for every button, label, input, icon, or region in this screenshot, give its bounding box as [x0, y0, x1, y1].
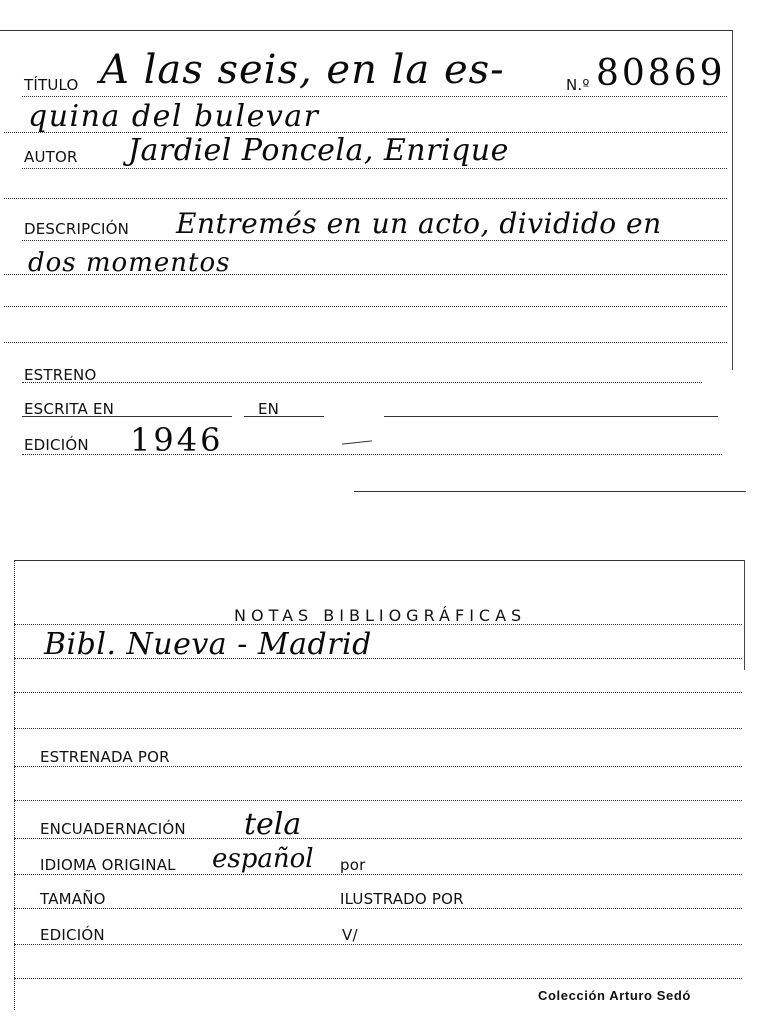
encuadernacion-value: tela: [244, 807, 302, 842]
notas-line-4: [14, 728, 742, 729]
edicion-value: 1946: [130, 421, 224, 459]
coleccion-footer: Colección Arturo Sedó: [538, 988, 691, 1003]
edicion-label: EDICIÓN: [24, 436, 89, 454]
titulo-value-line2: quina del bulevar: [28, 99, 320, 134]
catalog-card-bottom: [0, 540, 759, 1028]
en-line: [244, 416, 324, 417]
estreno-label: ESTRENO: [24, 366, 97, 384]
card-right-border: [732, 30, 733, 370]
por-label: por: [340, 856, 366, 874]
numero-label: N.º: [566, 76, 590, 94]
descripcion-label: DESCRIPCIÓN: [24, 220, 130, 238]
encuadernacion-line: [14, 838, 742, 839]
card2-left-border: [14, 560, 15, 1010]
autor-value: Jardiel Poncela, Enrique: [128, 133, 509, 168]
estrenada-por-line: [14, 766, 742, 767]
edicion2-mark: V/: [342, 926, 358, 944]
descripcion-line: [22, 240, 727, 241]
blank-line-1: [4, 198, 727, 199]
edicion2-label: EDICIÓN: [40, 926, 105, 944]
estreno-line: [22, 382, 702, 383]
pencil-mark: [342, 440, 372, 444]
descripcion-line-2: [4, 274, 727, 275]
edicion2-line: [14, 944, 742, 945]
ilustrado-por-label: ILUSTRADO POR: [340, 890, 464, 908]
escrita-en-label: ESCRITA EN: [24, 400, 115, 418]
en-line-right: [384, 416, 718, 417]
blank-line-4: [14, 800, 742, 801]
tamano-label: TAMAÑO: [40, 890, 106, 908]
card2-top-border: [14, 560, 744, 561]
card-bottom-edge: [354, 491, 746, 492]
encuadernacion-label: ENCUADERNACIÓN: [40, 820, 186, 838]
escrita-en-line: [22, 416, 232, 417]
numero-value: 80869: [596, 53, 726, 94]
tamano-line: [14, 908, 742, 909]
blank-line-2: [4, 306, 727, 307]
catalog-card-top: [0, 0, 759, 500]
idioma-line: [14, 874, 742, 875]
blank-line-3: [4, 342, 727, 343]
card2-right-border: [744, 560, 745, 670]
estrenada-por-label: ESTRENADA POR: [40, 748, 170, 766]
idioma-value: español: [212, 844, 314, 874]
idioma-label: IDIOMA ORIGINAL: [40, 856, 176, 874]
titulo-line: [22, 96, 727, 97]
autor-label: AUTOR: [24, 148, 78, 166]
edicion-line: [22, 454, 722, 455]
descripcion-value-line1: Entremés en un acto, dividido en: [176, 207, 662, 240]
autor-line: [22, 168, 727, 169]
en-label: EN: [258, 400, 280, 418]
notas-line-2: [14, 658, 742, 659]
card-top-border: [0, 30, 732, 31]
notas-value: Bibl. Nueva - Madrid: [44, 627, 372, 662]
notas-title: NOTAS BIBLIOGRÁFICAS: [234, 606, 527, 625]
notas-line-1: [14, 624, 742, 625]
descripcion-value-line2: dos momentos: [28, 248, 231, 278]
titulo-label: TÍTULO: [24, 76, 79, 94]
notas-line-3: [14, 692, 742, 693]
blank-line-5: [14, 978, 742, 979]
titulo-value-line1: A las seis, en la es-: [100, 47, 505, 93]
